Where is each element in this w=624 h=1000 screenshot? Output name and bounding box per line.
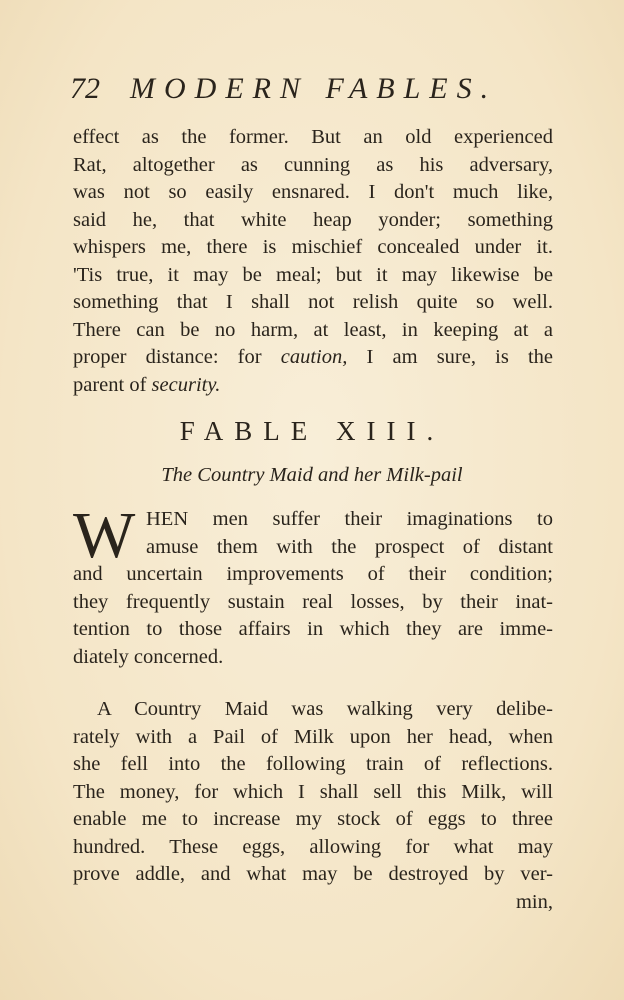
text-line: parent of security. <box>73 373 221 396</box>
previous-fable-ending <box>73 124 553 399</box>
text-line: something that I shall not relish quite so well. <box>73 291 553 313</box>
text-line: tention to those affairs in which they are imme- <box>73 618 553 640</box>
text-line: enable me to increase my stock of eggs to three <box>73 808 553 830</box>
text-line: There can be no harm, at least, in keeping at a <box>73 318 553 341</box>
drop-cap: W <box>73 499 136 572</box>
running-head <box>70 72 550 112</box>
text-line: effect as the former. But an old experienced <box>73 126 553 148</box>
fable-story <box>73 696 553 916</box>
text-line: diately concerned. <box>73 645 224 668</box>
text-line: 'Tis true, it may be meal; but it may likewise be <box>73 263 553 286</box>
fable-heading: FABLE XIII. <box>179 416 445 446</box>
text-line: HEN men suffer their imaginations to <box>146 508 553 530</box>
page-number: 72 <box>70 72 100 105</box>
text-line: rately with a Pail of Milk upon her head, when <box>73 725 553 748</box>
fable-subtitle: The Country Maid and her Milk-pail <box>161 464 463 486</box>
text-line: The money, for which I shall sell this Milk, will <box>73 780 553 803</box>
text-line: they frequently sustain real losses, by their inat- <box>73 590 553 613</box>
text-line: was not so easily ensnared. I don't much like, <box>73 181 553 203</box>
text-line: hundred. These eggs, allowing for what may <box>73 835 553 858</box>
intro-indented <box>146 506 553 561</box>
fable-moral <box>73 561 553 671</box>
text-line: and uncertain improvements of their condition; <box>73 563 553 585</box>
security-word: security. <box>151 373 221 396</box>
catchword: min, <box>515 890 553 913</box>
text-line: proper distance: for caution, I am sure, is the <box>73 346 553 368</box>
caution-word: caution, <box>280 346 348 368</box>
running-title: MODERN FABLES. <box>130 72 498 105</box>
text-line: prove addle, and what may be destroyed by ver- <box>73 863 553 885</box>
text-line: Rat, altogether as cunning as his adversary, <box>73 153 553 176</box>
text-line: said he, that white heap yonder; something <box>73 208 553 231</box>
text-line: amuse them with the prospect of distant <box>146 535 553 558</box>
text-line: whispers me, there is mischief concealed under it. <box>73 236 553 258</box>
text-line: A Country Maid was walking very delibe- <box>97 698 553 720</box>
text-line: she fell into the following train of reflections. <box>73 753 553 775</box>
